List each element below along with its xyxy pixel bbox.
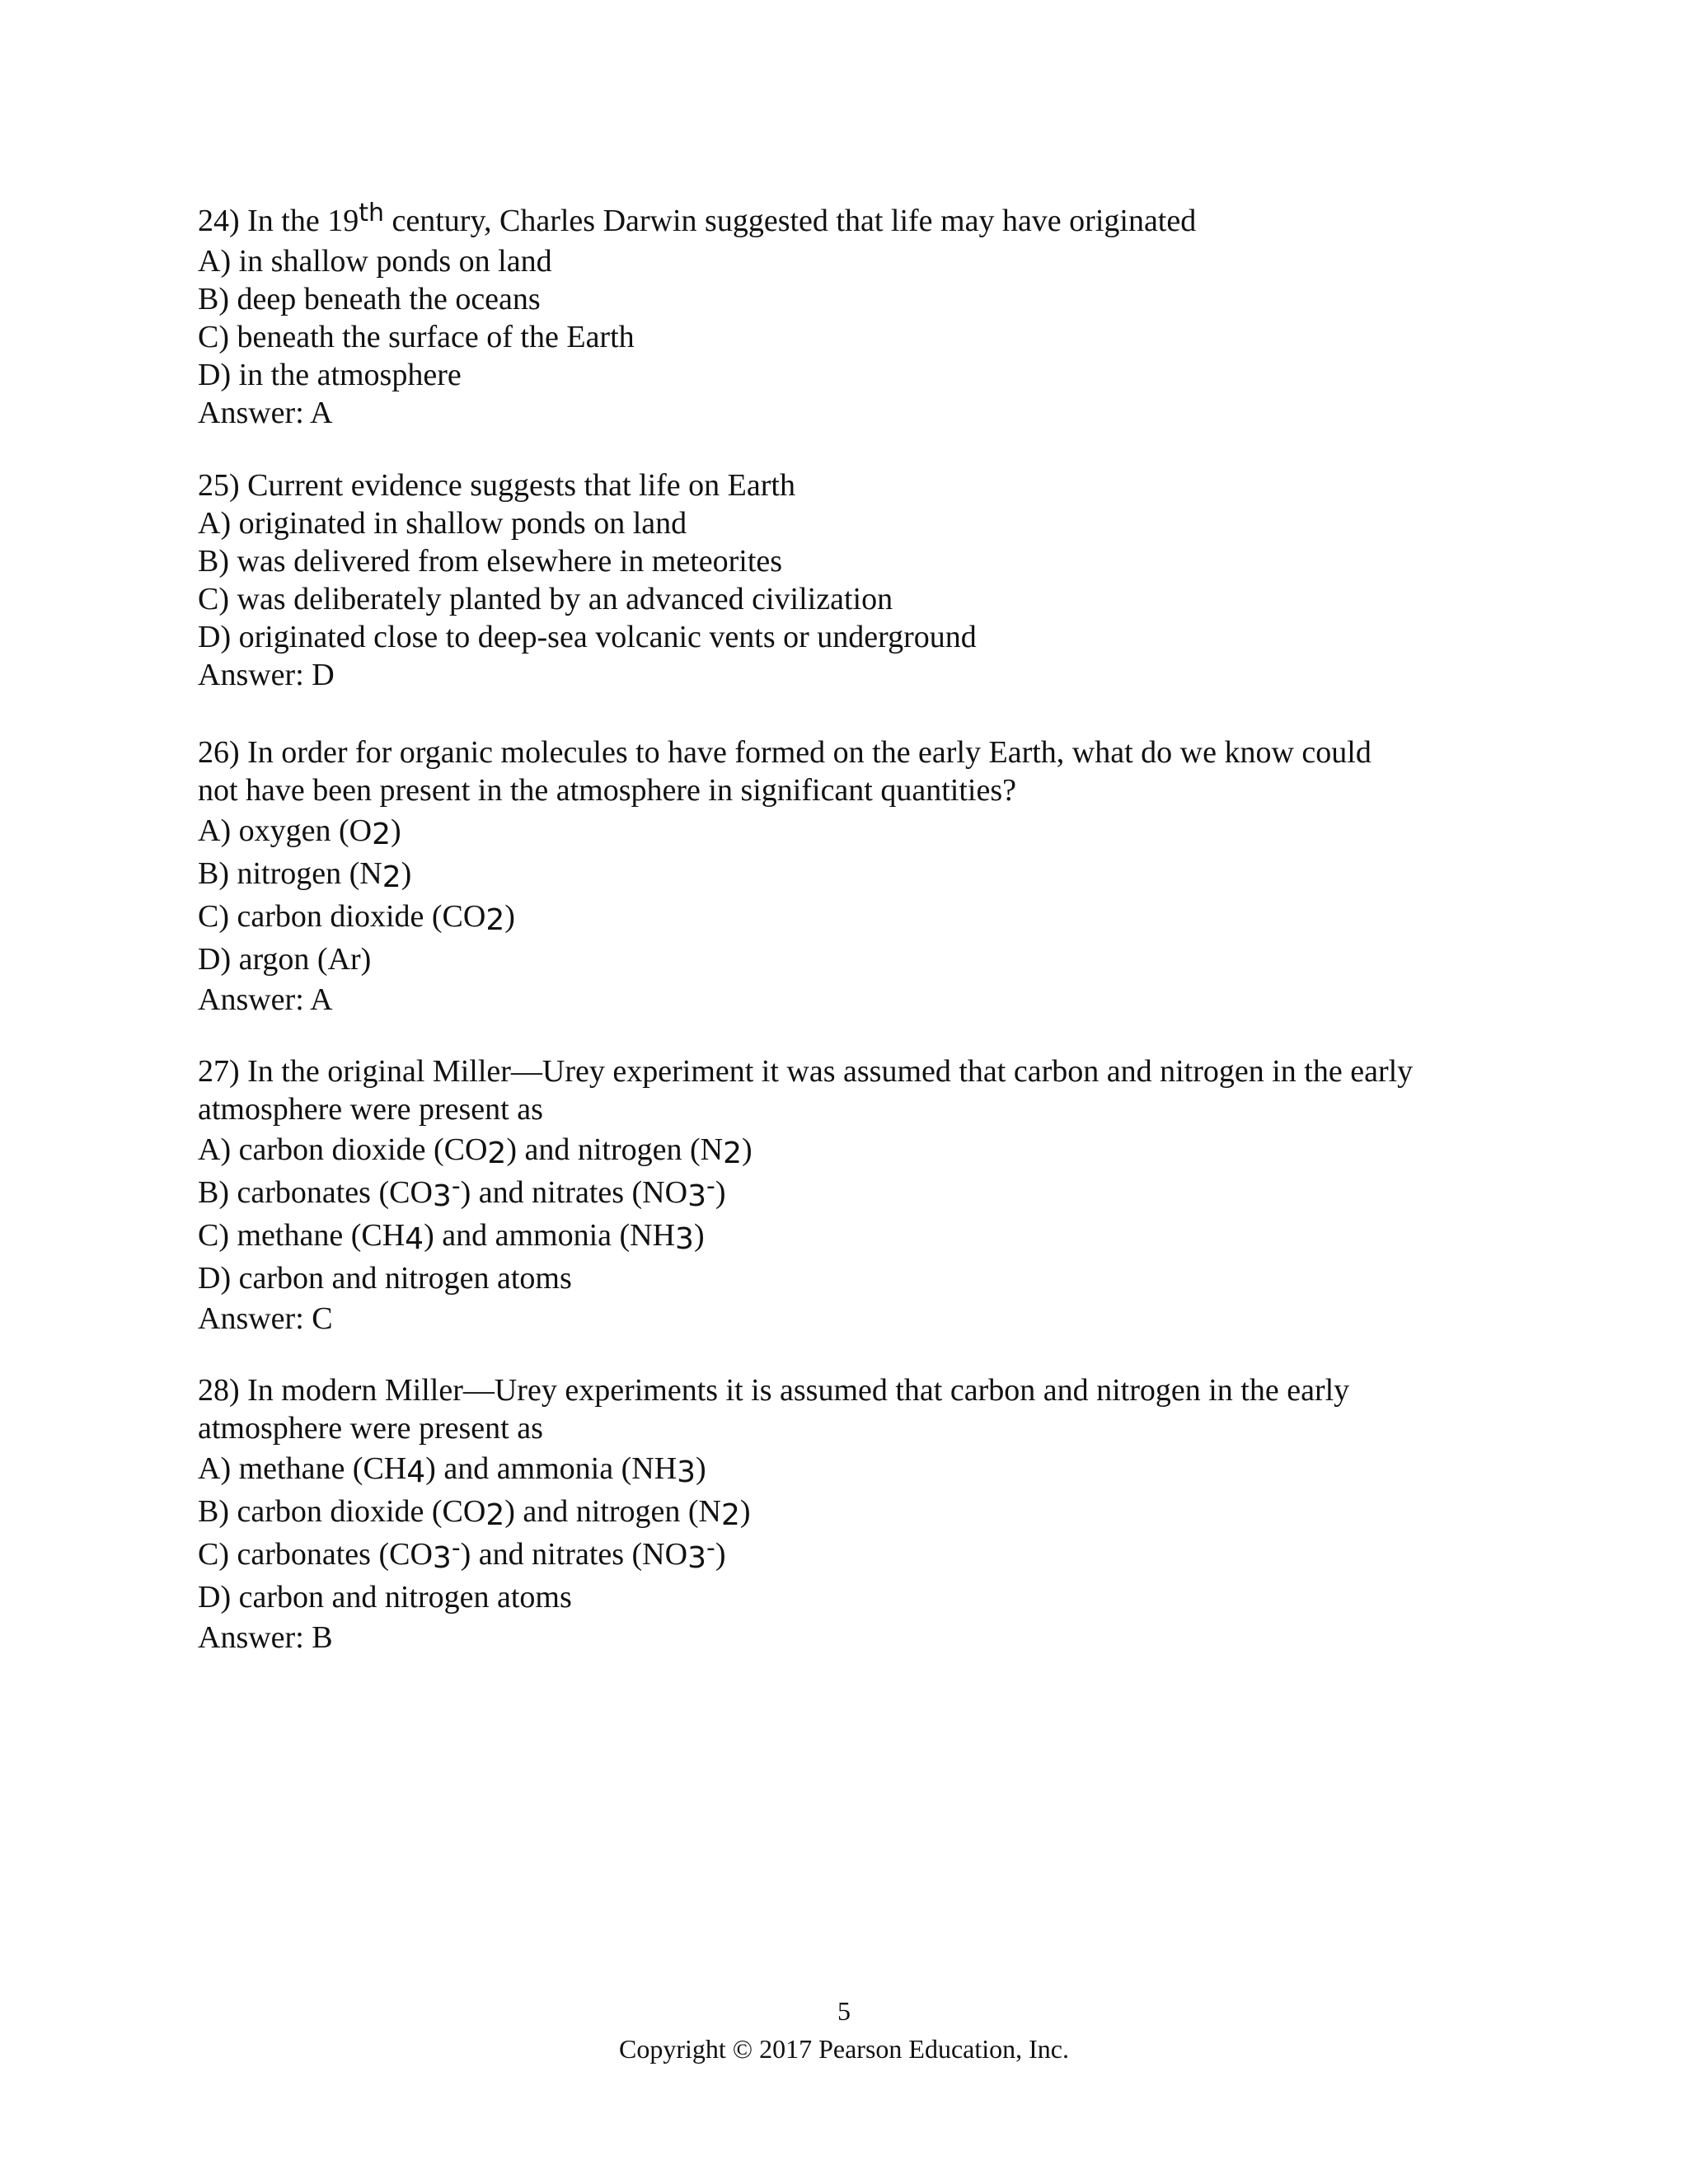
answer-option-d [198,1257,1517,1300]
subscript: 3 [432,1541,452,1575]
text-segment: not have been present in the atmosphere in significant quantities? [198,773,1016,808]
text-segment: ) [693,1218,705,1253]
subscript: 2 [372,818,391,851]
text-segment: ) and ammonia (NH [424,1218,676,1253]
text-segment: D) carbon and nitrogen atoms [198,1261,572,1296]
question-stem [198,199,1517,242]
text-segment: 28) In modern Miller—Urey experiments it is assumed that carbon and nitrogen in the early [198,1373,1350,1408]
text-segment: ) [504,899,515,934]
text-segment: C) was deliberately planted by an advanced civilization [198,582,893,616]
charge-superscript: - [451,1172,461,1201]
question-stem [198,733,1517,771]
answer-option-c [198,1214,1517,1257]
answer-option-b [198,280,1517,318]
text-segment: century, Charles Darwin suggested that life may have originated [384,204,1197,238]
text-segment: D) originated close to deep-sea volcanic vents or underground [198,620,977,654]
charge-superscript: - [706,1172,715,1201]
text-segment: ) and nitrates (NO [460,1537,688,1572]
copyright-notice: Copyright © 2017 Pearson Education, Inc. [619,2034,1069,2064]
text-segment: ) [739,1494,751,1529]
text-segment: ) [715,1175,726,1210]
text-segment: ) and ammonia (NH [425,1451,678,1486]
text-segment: ) [401,856,412,891]
answer-option-b [198,852,1517,895]
charge-superscript: - [451,1534,461,1563]
answer-option-d [198,938,1517,981]
text-segment: A) methane (CH [198,1451,407,1486]
subscript: 2 [723,1137,742,1170]
text-segment: B) was delivered from elsewhere in meteorites [198,544,783,579]
answer-option-a [198,1447,1517,1490]
answer-option-d [198,356,1517,394]
text-segment: D) argon (Ar) [198,942,372,977]
subscript: 3 [687,1179,706,1213]
text-segment: 24) In the 19 [198,204,359,238]
text-segment: B) carbonates (CO [198,1175,433,1210]
text-segment: D) in the atmosphere [198,358,462,392]
answer-option-a [198,242,1517,280]
text-segment: C) carbon dioxide (CO [198,899,486,934]
answer-option-c [198,895,1517,938]
subscript: 4 [406,1455,426,1489]
question-stem-continued [198,1409,1517,1447]
text-segment: A) oxygen (O [198,813,373,848]
answer-option-d [198,1576,1517,1619]
text-segment: ) and nitrates (NO [460,1175,688,1210]
answer-option-b [198,542,1517,580]
question-stem [198,1371,1517,1409]
answer-key: Answer: C [198,1301,333,1336]
text-segment: C) methane (CH [198,1218,406,1253]
text-segment: ) [742,1132,753,1167]
text-segment: B) nitrogen (N [198,856,382,891]
answer-option-a [198,1128,1517,1171]
subscript: 3 [687,1541,706,1575]
question-stem-continued [198,1090,1517,1128]
subscript: 2 [485,1498,505,1532]
subscript: 2 [485,903,505,937]
text-segment: C) carbonates (CO [198,1537,433,1572]
answer-option-a [198,504,1517,542]
text-segment: ) [390,813,401,848]
text-segment: 25) Current evidence suggests that life on Earth [198,468,795,503]
question-stem [198,1052,1517,1090]
answer-option-b [198,1171,1517,1214]
answer-key: Answer: A [198,396,333,430]
text-segment: atmosphere were present as [198,1411,543,1446]
answer-option-c [198,318,1517,356]
answer-option-d [198,618,1517,656]
question-26 [198,733,1517,1019]
ordinal-superscript: th [359,199,385,227]
text-segment: 27) In the original Miller—Urey experiment it was assumed that carbon and nitrogen in the early [198,1054,1414,1089]
subscript: 3 [432,1179,452,1213]
subscript: 2 [720,1498,740,1532]
subscript: 3 [675,1222,694,1256]
text-segment: ) and nitrogen (N [506,1132,724,1167]
subscript: 4 [405,1222,424,1256]
text-segment: A) in shallow ponds on land [198,244,552,279]
subscript: 2 [487,1137,507,1170]
question-stem-continued [198,771,1517,809]
answer-option-c [198,580,1517,618]
text-segment: ) [715,1537,726,1572]
text-segment: atmosphere were present as [198,1092,543,1127]
answer-key: Answer: A [198,982,333,1017]
question-27 [198,1052,1517,1338]
subscript: 2 [382,860,401,894]
charge-superscript: - [706,1534,715,1563]
text-segment: D) carbon and nitrogen atoms [198,1580,572,1615]
question-25 [198,466,1517,694]
text-segment: 26) In order for organic molecules to have formed on the early Earth, what do we know could [198,735,1372,770]
question-24 [198,199,1517,432]
text-segment: B) deep beneath the oceans [198,282,541,316]
text-segment: A) originated in shallow ponds on land [198,506,687,541]
answer-key: Answer: B [198,1620,333,1655]
text-segment: ) [696,1451,706,1486]
answer-key: Answer: D [198,658,335,692]
question-stem [198,466,1517,504]
question-28 [198,1371,1517,1657]
text-segment: ) and nitrogen (N [504,1494,721,1529]
text-segment: B) carbon dioxide (CO [198,1494,486,1529]
answer-option-a [198,809,1517,852]
text-segment: C) beneath the surface of the Earth [198,320,635,354]
answer-option-b [198,1490,1517,1533]
page-number: 5 [837,1996,851,2026]
text-segment: A) carbon dioxide (CO [198,1132,488,1167]
subscript: 3 [677,1455,696,1489]
answer-option-c [198,1533,1517,1576]
